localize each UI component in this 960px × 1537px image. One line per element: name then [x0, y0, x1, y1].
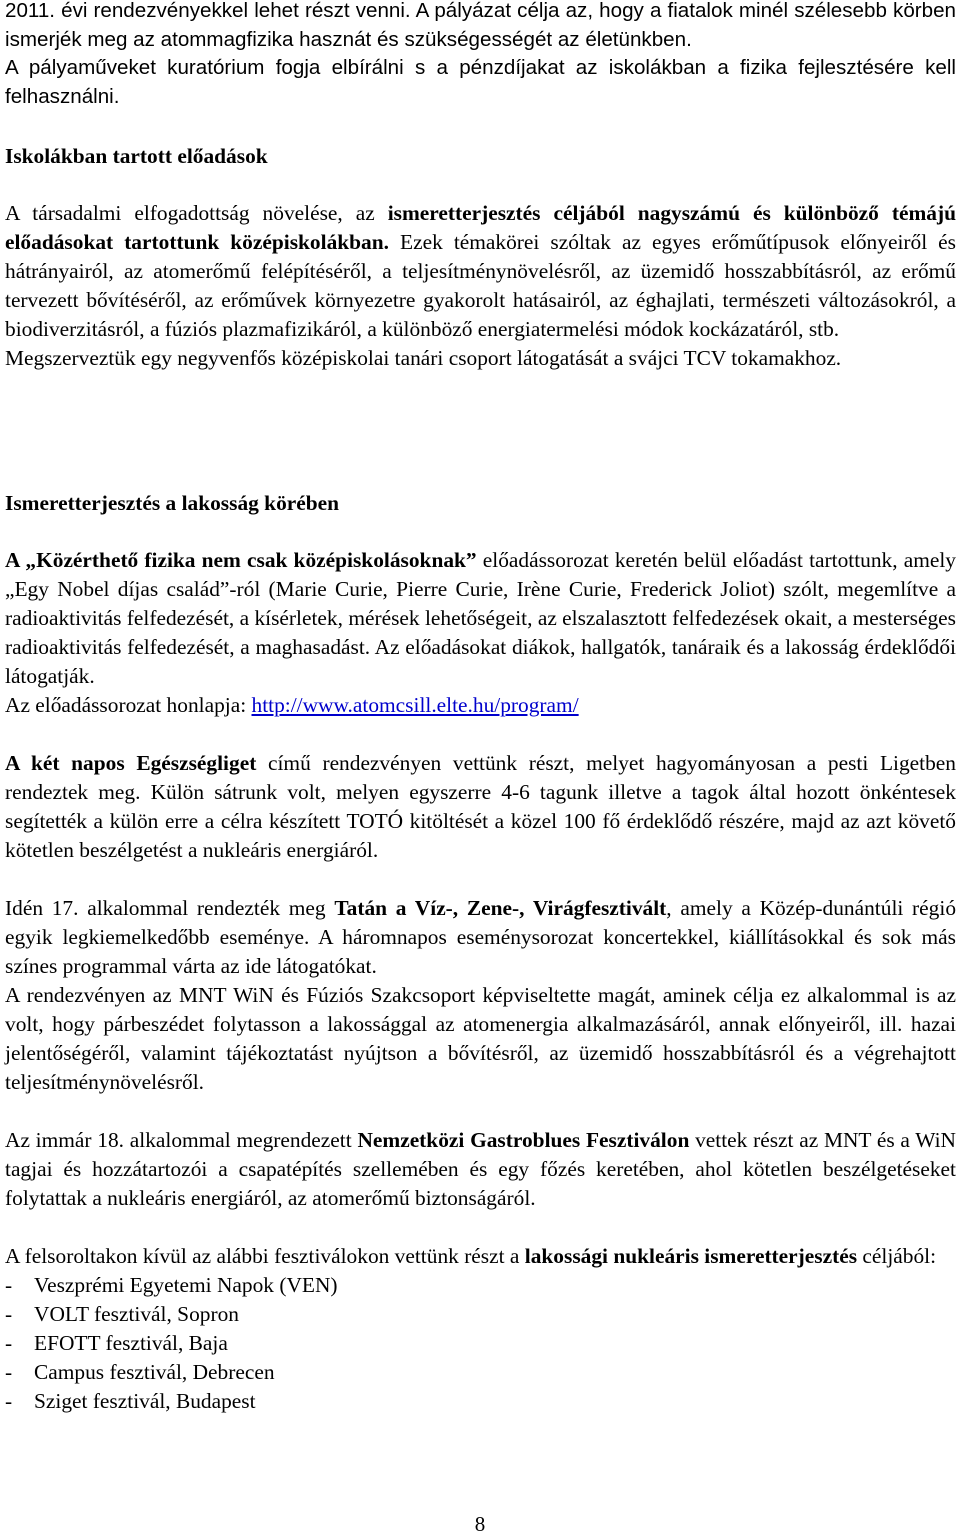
section-school-lectures: [5, 142, 956, 373]
list-dash: -: [5, 1331, 13, 1355]
gastroblues-paragraph: [5, 1126, 956, 1213]
list-dash: -: [5, 1302, 13, 1326]
page-number: 8: [474, 1512, 486, 1536]
tokamak-visit-paragraph: Megszerveztük egy negyvenfős középiskolai tanári csoport látogatását a svájci TCV tokamakhoz.: [5, 346, 842, 370]
list-dash: -: [5, 1360, 13, 1384]
bold-segment: lakossági nukleáris ismeretterjesztés: [524, 1244, 858, 1268]
list-item-text: Sziget fesztivál, Budapest: [34, 1389, 256, 1413]
text-segment: A társadalmi elfogadottság növelése, az: [5, 201, 388, 225]
win-representation-paragraph: A rendezvényen az MNT WiN és Fúziós Szakcsoport képviseltette magát, aminek célja ez alkalommal is az volt, hogy párbeszédet folytasson a lakossággal az atomenergia alkalmazásáról, annak előnyeiről, ill. hazai jelentőségéről, valamint tájékoztatást nyújtson a bővítésről, az üzemidő hosszabbításról és a végrehajtott teljesítménynövelésről.: [5, 983, 956, 1094]
program-website-link[interactable]: http://www.atomcsill.elte.hu/program/: [251, 693, 579, 717]
lecture-series-paragraph: [5, 546, 956, 720]
section-heading-school-lectures: Iskolákban tartott előadások: [5, 144, 268, 168]
section-public-outreach: [5, 489, 956, 1416]
list-dash: -: [5, 1273, 13, 1297]
bold-segment: A két napos Egészségliget: [5, 751, 257, 775]
list-item-text: EFOTT fesztivál, Baja: [34, 1331, 228, 1355]
section-heading-public-outreach: Ismeretterjesztés a lakosság körében: [5, 491, 340, 515]
egeszsegliget-paragraph: [5, 749, 956, 865]
other-festivals-paragraph: [5, 1242, 956, 1271]
tata-festival-paragraph: [5, 894, 956, 981]
bold-segment: ismeretterjesztés céljából nagyszámú és különböző témájú előadásokat tartottunk középiskolákban.: [5, 201, 956, 254]
intro-block: [5, 0, 956, 111]
list-item: [5, 1300, 956, 1329]
text-segment: Ezek témakörei szóltak az egyes erőműtípusok előnyeiről és hátrányairól, az atomerőmű felépítéséről, a teljesítménynövelésről, az üzemidő hosszabbításról, az erőmű tervezett bővítéséről, az erőművek környezetre gyakorolt hatásairól, az éghajlati, természeti változásokról, a biodiverzitásról, a fúziós plazmafizikáról, a különböző energiatermelési módok kockázatáról, stb.: [5, 230, 956, 341]
list-item: [5, 1329, 956, 1358]
text-segment: Az immár 18. alkalommal megrendezett: [5, 1128, 358, 1152]
text-segment: A felsoroltakon kívül az alábbi fesztiválokon vettünk részt a: [5, 1244, 525, 1268]
list-item: [5, 1358, 956, 1387]
intro-paragraph-1: 2011. évi rendezvényekkel lehet részt venni. A pályázat célja az, hogy a fiatalok minél szélesebb körben ismerjék meg az atommagfizika hasznát és szükségességét az életünkben.: [5, 0, 956, 51]
text-segment: Az előadássorozat honlapja:: [5, 693, 252, 717]
list-item-text: Veszprémi Egyetemi Napok (VEN): [34, 1273, 338, 1297]
text-segment: céljából:: [857, 1244, 937, 1268]
bold-segment: A „Közérthető fizika nem csak középiskolásoknak”: [5, 548, 477, 572]
bold-segment: Tatán a Víz-, Zene-, Virágfesztivált: [334, 896, 667, 920]
list-item: [5, 1271, 956, 1300]
list-item: [5, 1387, 956, 1416]
school-lectures-paragraph: [5, 199, 956, 344]
text-segment: előadássorozat keretén belül előadást tartottunk, amely „Egy Nobel díjas család”-ról (Marie Curie, Pierre Curie, Irène Curie, Frederick Joliot) szólt, megemlítve a radioaktivitás felfedezését, a kísérletek, mérések lehetőségeit, az elszalasztott felfedezések okait, a mesterséges radioaktivitás felfedezését, a maghasadást. Az előadásokat diákok, hallgatók, tanáraik és a lakosság érdeklődői látogatják.: [5, 548, 957, 688]
list-item-text: Campus fesztivál, Debrecen: [34, 1360, 275, 1384]
intro-paragraph-2: A pályaműveket kuratórium fogja elbírálni s a pénzdíjakat az iskolákban a fizika fejlesztésére kell felhasználni.: [5, 56, 956, 108]
text-segment: , amely a Közép-dunántúli régió egyik legkiemelkedőbb eseménye. A háromnapos eseménysorozat koncertekkel, kiállításokkal és sok más színes programmal várta az ide látogatókat.: [5, 896, 957, 978]
list-dash: -: [5, 1389, 13, 1413]
list-item-text: VOLT fesztivál, Sopron: [34, 1302, 239, 1326]
text-segment: vettek részt az MNT és a WiN tagjai és hozzátartozói a csapatépítés szellemében és egy főzés keretében, ahol kötetlen beszélgetéseket folytattak a nukleáris energiáról, az atomerőmű biztonságáról.: [5, 1128, 956, 1210]
festival-list: [5, 1271, 956, 1416]
text-segment: Idén 17. alkalommal rendezték meg: [5, 896, 335, 920]
text-segment: című rendezvényen vettünk részt, melyet hagyományosan a pesti Ligetben rendeztek meg. Külön sátrunk volt, melyen egyszerre 4-6 tagunk illetve a tagok által hozott önkéntesek segítették a külön erre a célra készített TOTÓ kitöltését a közel 100 fő érdeklődő részére, majd az azt követő kötetlen beszélgetést a nukleáris energiáról.: [5, 751, 956, 862]
bold-segment: Nemzetközi Gastroblues Fesztiválon: [357, 1128, 690, 1152]
